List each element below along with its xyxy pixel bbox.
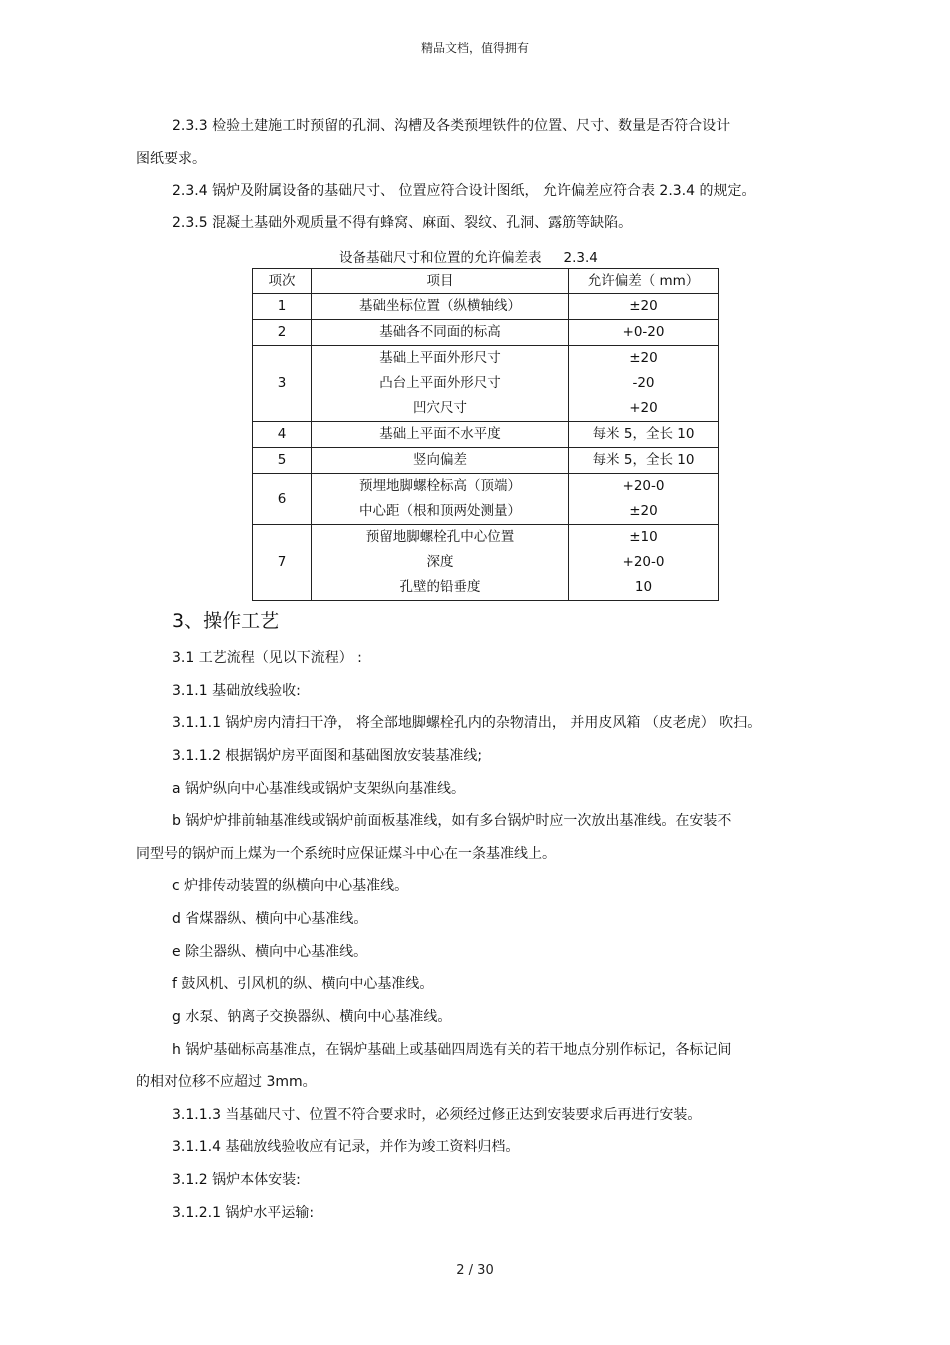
- row-items: [312, 474, 569, 525]
- table-row: [253, 346, 719, 422]
- item-h: h 锅炉基础标高基准点，在锅炉基础上或基础四周选有关的若干地点分别作标记，各标记间: [172, 1042, 732, 1058]
- row-item: 凹穴尺寸: [413, 400, 467, 416]
- row-item: 基础上平面不水平度: [312, 422, 569, 448]
- section-3-1-1-4: 3.1.1.4 基础放线验收应有记录，并作为竣工资料归档。: [172, 1139, 520, 1155]
- row-no: 7: [253, 525, 312, 601]
- row-tolerance: -20: [632, 375, 655, 391]
- section-3-1-1-1: 3.1.1.1 锅炉房内清扫干净， 将全部地脚螺栓孔内的杂物清出， 并用皮风箱 （皮老虎） 吹扫。: [172, 715, 762, 731]
- row-tolerance: 每米 5，全长 10: [569, 422, 719, 448]
- item-a: a 锅炉纵向中心基准线或锅炉支架纵向基准线。: [172, 781, 466, 797]
- tolerance-table: [252, 268, 719, 601]
- row-item: 基础各不同面的标高: [312, 320, 569, 346]
- section-3-1-1: 3.1.1 基础放线验收:: [172, 683, 301, 699]
- item-b-cont: 同型号的锅炉而上煤为一个系统时应保证煤斗中心在一条基准线上。: [136, 846, 556, 862]
- item-h-cont: 的相对位移不应超过 3mm。: [136, 1074, 317, 1090]
- row-item: 基础上平面外形尺寸: [379, 350, 501, 366]
- row-tolerance: ±20: [629, 350, 658, 366]
- row-item: 孔壁的铅垂度: [399, 579, 481, 595]
- paragraph-2-3-4: 2.3.4 锅炉及附属设备的基础尺寸、 位置应符合设计图纸， 允许偏差应符合表 2.3.4 的规定。: [172, 183, 756, 199]
- table-row: [253, 474, 719, 525]
- item-b: b 锅炉炉排前轴基准线或锅炉前面板基准线，如有多台锅炉时应一次放出基准线。在安装不: [172, 813, 732, 829]
- table-caption: [339, 246, 598, 266]
- row-no: 1: [253, 294, 312, 320]
- row-item: 凸台上平面外形尺寸: [379, 375, 501, 391]
- table-row: [253, 320, 719, 346]
- section-3-1-1-2: 3.1.1.2 根据锅炉房平面图和基础图放安装基准线;: [172, 748, 483, 764]
- header-item: 项目: [312, 269, 569, 294]
- row-no: 6: [253, 474, 312, 525]
- item-e: e 除尘器纵、横向中心基准线。: [172, 944, 368, 960]
- row-no: 2: [253, 320, 312, 346]
- row-items: [312, 525, 569, 601]
- paragraph-2-3-5: 2.3.5 混凝土基础外观质量不得有蜂窝、麻面、裂纹、孔洞、露筋等缺陷。: [172, 215, 633, 231]
- page-number: 2 / 30: [456, 1263, 494, 1278]
- table-row: [253, 448, 719, 474]
- row-item: 预留地脚螺栓孔中心位置: [365, 529, 515, 545]
- row-tolerance: +20-0: [622, 478, 665, 494]
- row-no: 4: [253, 422, 312, 448]
- table-row: [253, 294, 719, 320]
- row-items: [312, 346, 569, 422]
- paragraph-2-3-3: 2.3.3 检验土建施工时预留的孔洞、沟槽及各类预埋铁件的位置、尺寸、数量是否符合设计: [172, 118, 731, 134]
- row-tolerance: 10: [634, 579, 653, 595]
- section-3-1-2-1: 3.1.2.1 锅炉水平运输:: [172, 1205, 315, 1221]
- row-tolerance: ±10: [629, 529, 658, 545]
- row-tolerance: ±20: [569, 294, 719, 320]
- section-3-1-1-3: 3.1.1.3 当基础尺寸、位置不符合要求时，必须经过修正达到安装要求后再进行安装。: [172, 1107, 702, 1123]
- paragraph-2-3-3-cont: 图纸要求。: [136, 151, 206, 167]
- row-no: 5: [253, 448, 312, 474]
- row-tolerances: [569, 474, 719, 525]
- table-header-row: [253, 269, 719, 294]
- row-item: 中心距（根和顶两处测量）: [359, 503, 521, 519]
- header-no: 项次: [253, 269, 312, 294]
- section-3-1: 3.1 工艺流程（见以下流程） :: [172, 650, 362, 666]
- page-header: 精品文档，值得拥有: [420, 41, 529, 55]
- item-d: d 省煤器纵、横向中心基准线。: [172, 911, 368, 927]
- row-tolerance: +20: [629, 400, 658, 416]
- row-item: 基础坐标位置（纵横轴线）: [312, 294, 569, 320]
- row-tolerance: +0-20: [569, 320, 719, 346]
- row-item: 竖向偏差: [312, 448, 569, 474]
- header-tolerance: 允许偏差（ mm）: [569, 269, 719, 294]
- row-tolerances: [569, 346, 719, 422]
- table-caption-number: 2.3.4: [563, 250, 598, 266]
- row-tolerance: ±20: [629, 503, 658, 519]
- item-f: f 鼓风机、引风机的纵、横向中心基准线。: [172, 976, 434, 992]
- section-3-heading: 3、操作工艺: [172, 610, 280, 632]
- table-caption-title: 设备基础尺寸和位置的允许偏差表: [339, 250, 542, 266]
- item-g: g 水泵、钠离子交换器纵、横向中心基准线。: [172, 1009, 452, 1025]
- row-no: 3: [253, 346, 312, 422]
- section-3-1-2: 3.1.2 锅炉本体安装:: [172, 1172, 301, 1188]
- row-tolerance: 每米 5，全长 10: [569, 448, 719, 474]
- row-tolerances: [569, 525, 719, 601]
- item-c: c 炉排传动装置的纵横向中心基准线。: [172, 878, 409, 894]
- table-row: [253, 422, 719, 448]
- row-tolerance: +20-0: [622, 554, 665, 570]
- row-item: 预埋地脚螺栓标高（顶端）: [359, 478, 521, 494]
- table-row: [253, 525, 719, 601]
- row-item: 深度: [426, 554, 454, 570]
